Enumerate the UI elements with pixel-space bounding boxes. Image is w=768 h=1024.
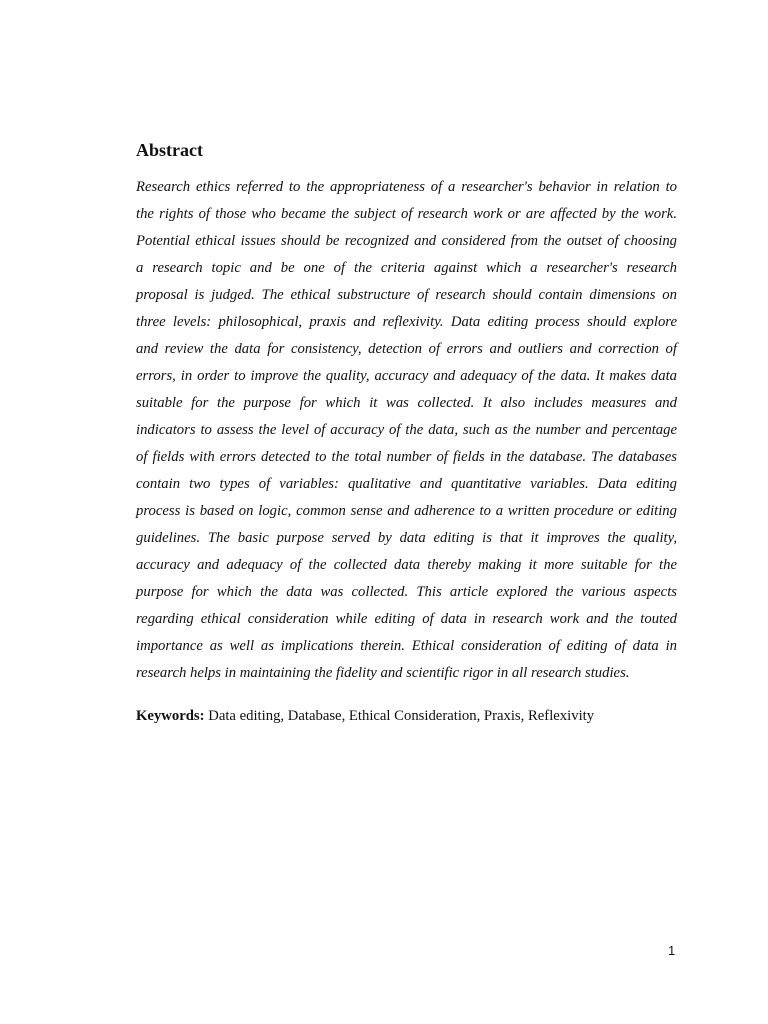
abstract-line: proposal is judged. The ethical substructure of research should contain dimensions on [136, 287, 677, 303]
abstract-line: Potential ethical issues should be recognized and considered from the outset of choosing [136, 233, 677, 249]
abstract-line: a research topic and be one of the criteria against which a researcher's research [136, 260, 677, 276]
abstract-body [136, 174, 677, 687]
abstract-line: three levels: philosophical, praxis and reflexivity. Data editing process should explore [136, 314, 677, 330]
abstract-line: regarding ethical consideration while editing of data in research work and the touted [136, 611, 677, 627]
abstract-heading: Abstract [136, 140, 203, 160]
abstract-line: research helps in maintaining the fidelity and scientific rigor in all research studies. [136, 665, 630, 681]
abstract-line: suitable for the purpose for which it was collected. It also includes measures and [136, 395, 677, 411]
abstract-line: guidelines. The basic purpose served by data editing is that it improves the quality, [136, 530, 677, 546]
abstract-line: indicators to assess the level of accuracy of the data, such as the number and percentage [136, 422, 677, 438]
abstract-line: of fields with errors detected to the total number of fields in the database. The databases [136, 449, 677, 465]
abstract-line: and review the data for consistency, detection of errors and outliers and correction of [136, 341, 677, 357]
abstract-line: the rights of those who became the subject of research work or are affected by the work. [136, 206, 677, 222]
abstract-line: accuracy and adequacy of the collected data thereby making it more suitable for the [136, 557, 677, 573]
page-number: 1 [668, 943, 676, 958]
keywords-label: Keywords: [136, 708, 205, 724]
abstract-line: importance as well as implications therein. Ethical consideration of editing of data in [136, 638, 677, 654]
keywords-line [136, 703, 677, 730]
abstract-line: process is based on logic, common sense and adherence to a written procedure or editing [136, 503, 677, 519]
abstract-line: purpose for which the data was collected. This article explored the various aspects [136, 584, 677, 600]
abstract-line: errors, in order to improve the quality, accuracy and adequacy of the data. It makes data [136, 368, 677, 384]
abstract-line: Research ethics referred to the appropriateness of a researcher's behavior in relation to [136, 179, 677, 195]
abstract-line: contain two types of variables: qualitative and quantitative variables. Data editing [136, 476, 677, 492]
keywords-text: Data editing, Database, Ethical Consideration, Praxis, Reflexivity [204, 708, 595, 724]
